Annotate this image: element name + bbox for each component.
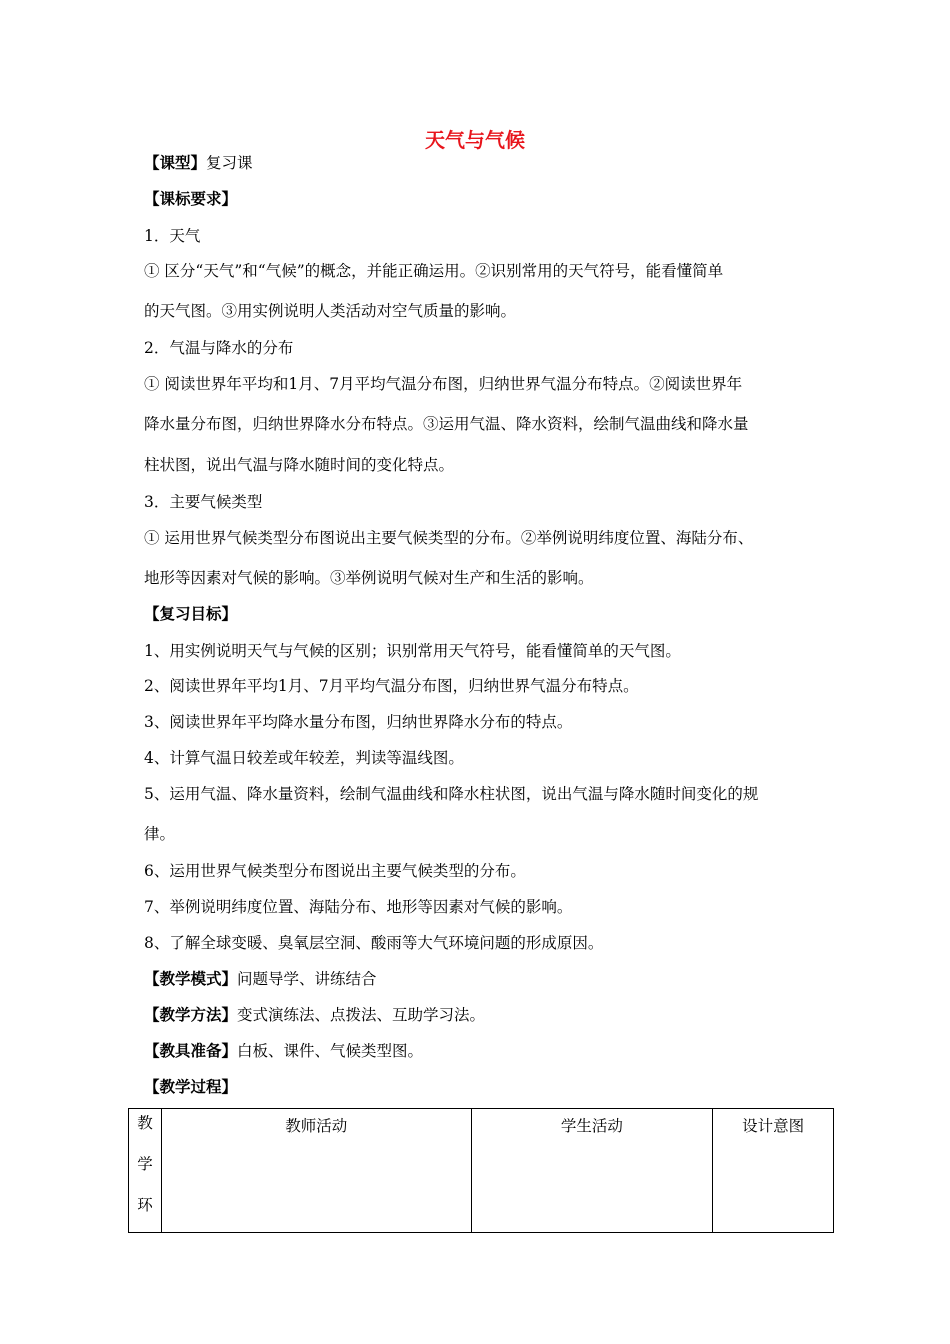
document-title: 天气与气候 [425,128,525,152]
teaching-process-table [128,1108,834,1233]
teaching-mode-label: 【教学模式】 [144,969,238,988]
section2-line1: ① 阅读世界年平均和1月、7月平均气温分布图，归纳世界气温分布特点。②阅读世界年 [144,375,743,393]
goal-5-line1: 5、运用气温、降水量资料，绘制气温曲线和降水柱状图，说出气温与降水随时间变化的规 [144,785,759,803]
section3-line1: ① 运用世界气候类型分布图说出主要气候类型的分布。②举例说明纬度位置、海陆分布、 [144,529,754,547]
section3-line2: 地形等因素对气候的影响。③举例说明气候对生产和生活的影响。 [144,569,594,587]
section2-line2: 降水量分布图，归纳世界降水分布特点。③运用气温、降水资料，绘制气温曲线和降水量 [144,415,749,433]
teaching-tools-label: 【教具准备】 [144,1041,238,1060]
goal-5-line2: 律。 [144,825,176,843]
teaching-mode-value: 问题导学、讲练结合 [237,970,377,988]
goal-1: 1、用实例说明天气与气候的区别；识别常用天气符号，能看懂简单的天气图。 [144,642,681,660]
table-header-intent: 设计意图 [713,1109,834,1233]
teaching-method-value: 变式演练法、点拨法、互助学习法。 [237,1006,486,1024]
table-cell-stage [129,1109,162,1233]
teaching-method-line [144,1005,485,1025]
stage-char: 环 [137,1196,153,1214]
section1-line1: ① 区分“天气”和“气候”的概念，并能正确运用。②识别常用的天气符号，能看懂简单 [144,262,724,280]
section2-line3: 柱状图，说出气温与降水随时间的变化特点。 [144,456,455,474]
goal-8: 8、了解全球变暖、臭氧层空洞、酸雨等大气环境问题的形成原因。 [144,934,604,952]
course-type-value: 复习课 [206,154,253,172]
goal-7: 7、举例说明纬度位置、海陆分布、地形等因素对气候的影响。 [144,898,573,916]
table-header-teacher: 教师活动 [161,1109,471,1233]
course-type-line [144,153,253,173]
teaching-method-label: 【教学方法】 [144,1005,238,1024]
table-row [129,1109,834,1233]
stage-char: 学 [137,1155,153,1173]
teaching-tools-value: 白板、课件、气候类型图。 [237,1042,424,1060]
section1-heading: 1．天气 [144,227,201,245]
table-header-student: 学生活动 [471,1109,713,1233]
teaching-tools-line [144,1041,423,1061]
section3-heading: 3．主要气候类型 [144,493,263,511]
section2-heading: 2．气温与降水的分布 [144,339,294,357]
process-heading: 【教学过程】 [144,1077,238,1096]
goal-6: 6、运用世界气候类型分布图说出主要气候类型的分布。 [144,862,526,880]
course-type-label: 【课型】 [144,153,207,172]
goal-4: 4、计算气温日较差或年较差，判读等温线图。 [144,749,464,767]
section1-line2: 的天气图。③用实例说明人类活动对空气质量的影响。 [144,302,517,320]
goal-2: 2、阅读世界年平均1月、7月平均气温分布图，归纳世界气温分布特点。 [144,677,639,695]
standards-heading: 【课标要求】 [144,189,238,208]
teaching-mode-line [144,969,377,989]
goal-3: 3、阅读世界年平均降水量分布图，归纳世界降水分布的特点。 [144,713,573,731]
stage-char: 教 [137,1114,153,1132]
goals-heading: 【复习目标】 [144,604,238,623]
